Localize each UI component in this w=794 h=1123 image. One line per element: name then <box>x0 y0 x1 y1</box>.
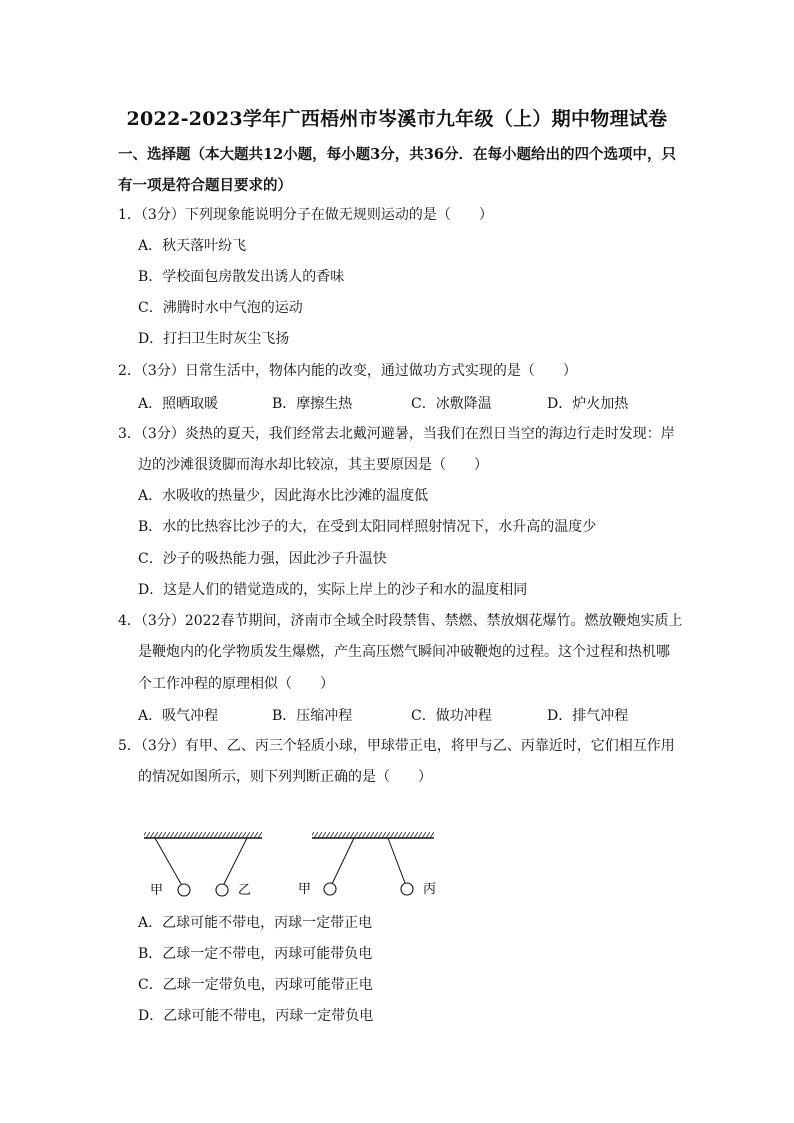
left-suspension-group <box>144 832 262 898</box>
question-1-option-a: A．秋天落叶纷飞 <box>138 238 247 254</box>
question-3-option-c: C．沙子的吸热能力强，因此沙子升温快 <box>138 551 387 567</box>
question-4-stem-line-1: 4．（3分）2022春节期间，济南市全域全时段禁售、禁燃、禁放烟花爆竹。燃放鞭炮实质上 <box>118 613 683 629</box>
question-5-stem-line-1: 5．（3分）有甲、乙、丙三个轻质小球，甲球带正电，将甲与乙、丙靠近时，它们相互作用 <box>118 738 675 754</box>
question-4-option-c: C．做功冲程 <box>411 708 492 724</box>
question-5-option-b: B．乙球一定不带电，丙球可能带负电 <box>138 946 373 962</box>
question-5-option-c: C．乙球一定带负电，丙球可能带正电 <box>138 977 373 993</box>
section-heading-line-1: 一、选择题（本大题共12小题，每小题3分，共36分．在每小题给出的四个选项中，只 <box>118 146 676 163</box>
question-2-option-d: D．炉火加热 <box>547 396 629 412</box>
ball-yi <box>216 884 228 896</box>
right-support-hatching <box>312 832 434 838</box>
question-3-stem-line-2: 边的沙滩很烫脚而海水却比较凉，其主要原因是（ ） <box>138 457 488 473</box>
thread-jia-left <box>155 838 181 884</box>
question-2-stem: 2．（3分）日常生活中，物体内能的改变，通过做功方式实现的是（ ） <box>118 363 577 379</box>
question-4-option-a: A．吸气冲程 <box>138 708 219 724</box>
right-suspension-group <box>298 832 436 897</box>
question-2-option-c: C．冰敷降温 <box>411 396 492 412</box>
label-yi: 乙 <box>238 883 252 898</box>
question-4-stem-line-3: 个工作冲程的原理相似（ ） <box>138 676 334 692</box>
ball-bing <box>401 883 413 895</box>
label-jia-left: 甲 <box>150 883 164 898</box>
question-3-option-b: B．水的比热容比沙子的大，在受到太阳同样照射情况下，水升高的温度少 <box>138 519 597 535</box>
label-bing: 丙 <box>423 882 437 897</box>
question-1-option-b: B．学校面包房散发出诱人的香味 <box>138 269 345 285</box>
question-5-option-a: A．乙球可能不带电，丙球一定带正电 <box>138 915 373 931</box>
page-title: 2022-2023学年广西梧州市岑溪市九年级（上）期中物理试卷 <box>126 108 668 130</box>
question-1-option-c: C．沸腾时水中气泡的运动 <box>138 300 303 316</box>
label-jia-right: 甲 <box>298 882 312 897</box>
question-2-option-b: B．摩擦生热 <box>272 396 353 412</box>
ball-jia-right <box>324 883 336 895</box>
question-1-option-d: D．打扫卫生时灰尘飞扬 <box>138 331 290 347</box>
question-5-option-d: D．乙球可能不带电，丙球一定带负电 <box>138 1008 374 1024</box>
question-3-option-d: D．这是人们的错觉造成的，实际上岸上的沙子和水的温度相同 <box>138 582 528 598</box>
charged-balls-figure <box>138 826 448 904</box>
question-1-stem: 1．（3分）下列现象能说明分子在做无规则运动的是（ ） <box>118 207 493 223</box>
thread-yi <box>224 838 247 884</box>
left-support-hatching <box>144 832 262 838</box>
question-3-stem-line-1: 3．（3分）炎热的夏天，我们经常去北戴河避暑，当我们在烈日当空的海边行走时发现：岸 <box>118 426 675 442</box>
thread-jia-right <box>332 838 354 884</box>
question-4-stem-line-2: 是鞭炮内的化学物质发生爆燃，产生高压燃气瞬间冲破鞭炮的过程。这个过程和热机哪 <box>138 644 670 660</box>
section-heading-line-2: 有一项是符合题目要求的） <box>118 177 292 194</box>
question-4-option-d: D．排气冲程 <box>547 708 629 724</box>
thread-bing <box>388 838 405 883</box>
question-5-stem-line-2: 的情况如图所示，则下列判断正确的是（ ） <box>138 769 432 785</box>
ball-jia-left <box>178 884 190 896</box>
question-4-option-b: B．压缩冲程 <box>272 708 353 724</box>
question-2-option-a: A．照晒取暖 <box>138 396 219 412</box>
question-3-option-a: A．水吸收的热量少，因此海水比沙滩的温度低 <box>138 488 429 504</box>
